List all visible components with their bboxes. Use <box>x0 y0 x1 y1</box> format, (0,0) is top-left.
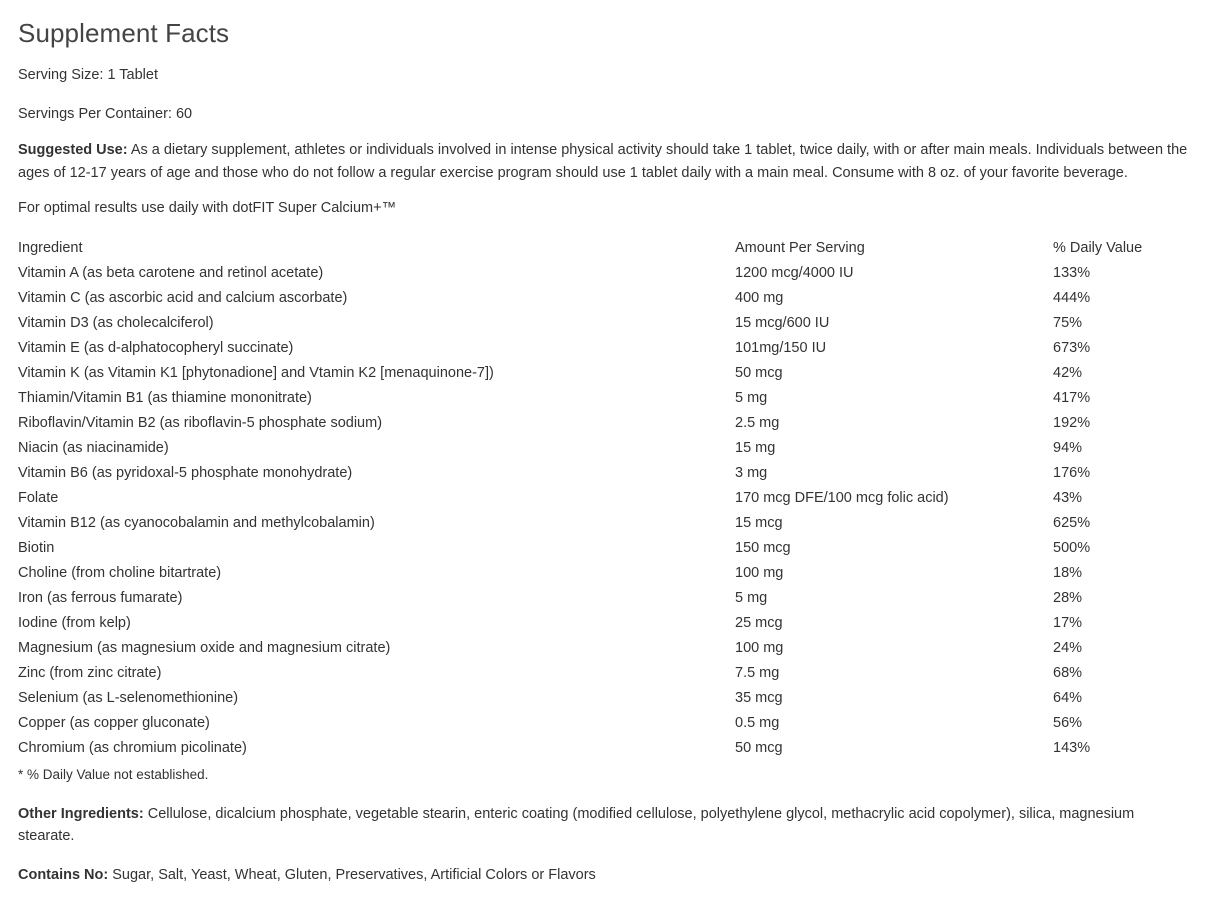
cell-ingredient: Chromium (as chromium picolinate) <box>18 739 247 756</box>
column-header-ingredient: Ingredient <box>18 239 83 256</box>
cell-ingredient: Vitamin A (as beta carotene and retinol acetate) <box>18 264 324 281</box>
cell-amount: 25 mcg <box>735 614 783 631</box>
cell-daily-value: 444% <box>1053 289 1091 306</box>
cell-daily-value: 176% <box>1053 464 1091 481</box>
cell-ingredient: Folate <box>18 489 59 506</box>
cell-daily-value: 417% <box>1053 389 1091 406</box>
page-title: Supplement Facts <box>18 18 230 48</box>
contains-no-text: Sugar, Salt, Yeast, Wheat, Gluten, Preservatives, Artificial Colors or Flavors <box>108 866 596 883</box>
other-ingredients <box>18 803 1178 848</box>
table-row <box>18 436 1148 461</box>
daily-value-footnote: * % Daily Value not established. <box>18 766 209 782</box>
cell-amount: 5 mg <box>735 589 768 606</box>
table-row <box>18 636 1148 661</box>
servings-per-container: Servings Per Container: 60 <box>18 106 193 123</box>
cell-amount: 35 mcg <box>735 689 783 706</box>
cell-daily-value: 68% <box>1053 664 1083 681</box>
other-ingredients-text: Cellulose, dicalcium phosphate, vegetable stearin, enteric coating (modified cellulose, polyethylene glycol, methacrylic acid copolymer), silica, magnesium stearate. <box>18 805 1135 845</box>
cell-daily-value: 56% <box>1053 714 1083 731</box>
cell-daily-value: 673% <box>1053 339 1091 356</box>
cell-ingredient: Iodine (from kelp) <box>18 614 131 631</box>
cell-daily-value: 75% <box>1053 314 1083 331</box>
table-row <box>18 286 1148 311</box>
table-row <box>18 736 1148 761</box>
cell-daily-value: 42% <box>1053 364 1083 381</box>
table-body <box>18 261 1148 761</box>
cell-daily-value: 64% <box>1053 689 1083 706</box>
supplement-facts-table <box>18 236 1148 761</box>
table-row <box>18 586 1148 611</box>
optimal-results-note: For optimal results use daily with dotFIT Super Calcium+™ <box>18 199 397 216</box>
cell-ingredient: Thiamin/Vitamin B1 (as thiamine mononitrate) <box>18 389 312 406</box>
cell-daily-value: 18% <box>1053 564 1083 581</box>
suggested-use-text: As a dietary supplement, athletes or individuals involved in intense physical activity should take 1 tablet, twice daily, with or after main meals. Individuals between the ages of 12-17 years of age and those who do not follow a regular exercise program should use 1 tablet daily with a main meal. Consume with 8 oz. of your favorite beverage. <box>18 142 1188 181</box>
suggested-use-label: Suggested Use: <box>18 142 128 159</box>
table-header-row <box>18 236 1148 261</box>
cell-amount: 5 mg <box>735 389 768 406</box>
cell-daily-value: 133% <box>1053 264 1091 281</box>
cell-daily-value: 43% <box>1053 489 1083 506</box>
cell-daily-value: 143% <box>1053 739 1091 756</box>
cell-ingredient: Copper (as copper gluconate) <box>18 714 210 731</box>
table-row <box>18 711 1148 736</box>
serving-size: Serving Size: 1 Tablet <box>18 67 158 83</box>
table-row <box>18 561 1148 586</box>
cell-daily-value: 28% <box>1053 589 1083 606</box>
contains-no-label: Contains No: <box>18 866 109 883</box>
cell-amount: 50 mcg <box>735 739 783 756</box>
cell-daily-value: 192% <box>1053 414 1091 431</box>
column-header-daily-value: % Daily Value <box>1053 239 1143 256</box>
cell-amount: 100 mg <box>735 639 784 656</box>
cell-ingredient: Vitamin C (as ascorbic acid and calcium ascorbate) <box>18 289 348 306</box>
cell-daily-value: 17% <box>1053 614 1083 631</box>
table-row <box>18 611 1148 636</box>
table-row <box>18 536 1148 561</box>
cell-ingredient: Riboflavin/Vitamin B2 (as riboflavin-5 phosphate sodium) <box>18 414 383 431</box>
cell-ingredient: Zinc (from zinc citrate) <box>18 664 162 681</box>
cell-daily-value: 24% <box>1053 639 1083 656</box>
other-ingredients-label: Other Ingredients: <box>18 805 144 822</box>
cell-amount: 150 mcg <box>735 539 791 556</box>
table-row <box>18 511 1148 536</box>
cell-ingredient: Magnesium (as magnesium oxide and magnesium citrate) <box>18 639 391 656</box>
cell-ingredient: Selenium (as L-selenomethionine) <box>18 689 239 706</box>
cell-amount: 50 mcg <box>735 364 783 381</box>
table-row <box>18 661 1148 686</box>
cell-ingredient: Vitamin D3 (as cholecalciferol) <box>18 314 214 331</box>
table-row <box>18 686 1148 711</box>
table-row <box>18 261 1148 286</box>
cell-amount: 1200 mcg/4000 IU <box>735 264 854 281</box>
cell-daily-value: 625% <box>1053 514 1091 531</box>
cell-amount: 100 mg <box>735 564 784 581</box>
cell-daily-value: 500% <box>1053 539 1091 556</box>
cell-daily-value: 94% <box>1053 439 1083 456</box>
table-row <box>18 386 1148 411</box>
cell-amount: 15 mcg <box>735 514 783 531</box>
table-row <box>18 486 1148 511</box>
table-row <box>18 336 1148 361</box>
table-row <box>18 361 1148 386</box>
cell-ingredient: Iron (as ferrous fumarate) <box>18 589 183 606</box>
cell-amount: 2.5 mg <box>735 414 780 431</box>
cell-ingredient: Niacin (as niacinamide) <box>18 439 169 456</box>
cell-amount: 15 mg <box>735 439 776 456</box>
table-row <box>18 311 1148 336</box>
cell-amount: 3 mg <box>735 464 768 481</box>
cell-amount: 15 mcg/600 IU <box>735 314 830 331</box>
contains-no <box>18 864 1194 886</box>
suggested-use <box>18 139 1193 184</box>
cell-ingredient: Biotin <box>18 539 55 556</box>
cell-amount: 170 mcg DFE/100 mcg folic acid) <box>735 489 949 506</box>
cell-amount: 400 mg <box>735 289 784 306</box>
cell-amount: 7.5 mg <box>735 664 780 681</box>
table-row <box>18 461 1148 486</box>
cell-amount: 101mg/150 IU <box>735 339 827 356</box>
table-row <box>18 411 1148 436</box>
cell-ingredient: Vitamin K (as Vitamin K1 [phytonadione] and Vtamin K2 [menaquinone-7]) <box>18 364 494 381</box>
cell-ingredient: Vitamin B12 (as cyanocobalamin and methylcobalamin) <box>18 514 375 531</box>
cell-ingredient: Choline (from choline bitartrate) <box>18 564 222 581</box>
cell-amount: 0.5 mg <box>735 714 780 731</box>
cell-ingredient: Vitamin B6 (as pyridoxal-5 phosphate monohydrate) <box>18 464 353 481</box>
cell-ingredient: Vitamin E (as d-alphatocopheryl succinate) <box>18 339 294 356</box>
column-header-amount: Amount Per Serving <box>735 239 865 256</box>
